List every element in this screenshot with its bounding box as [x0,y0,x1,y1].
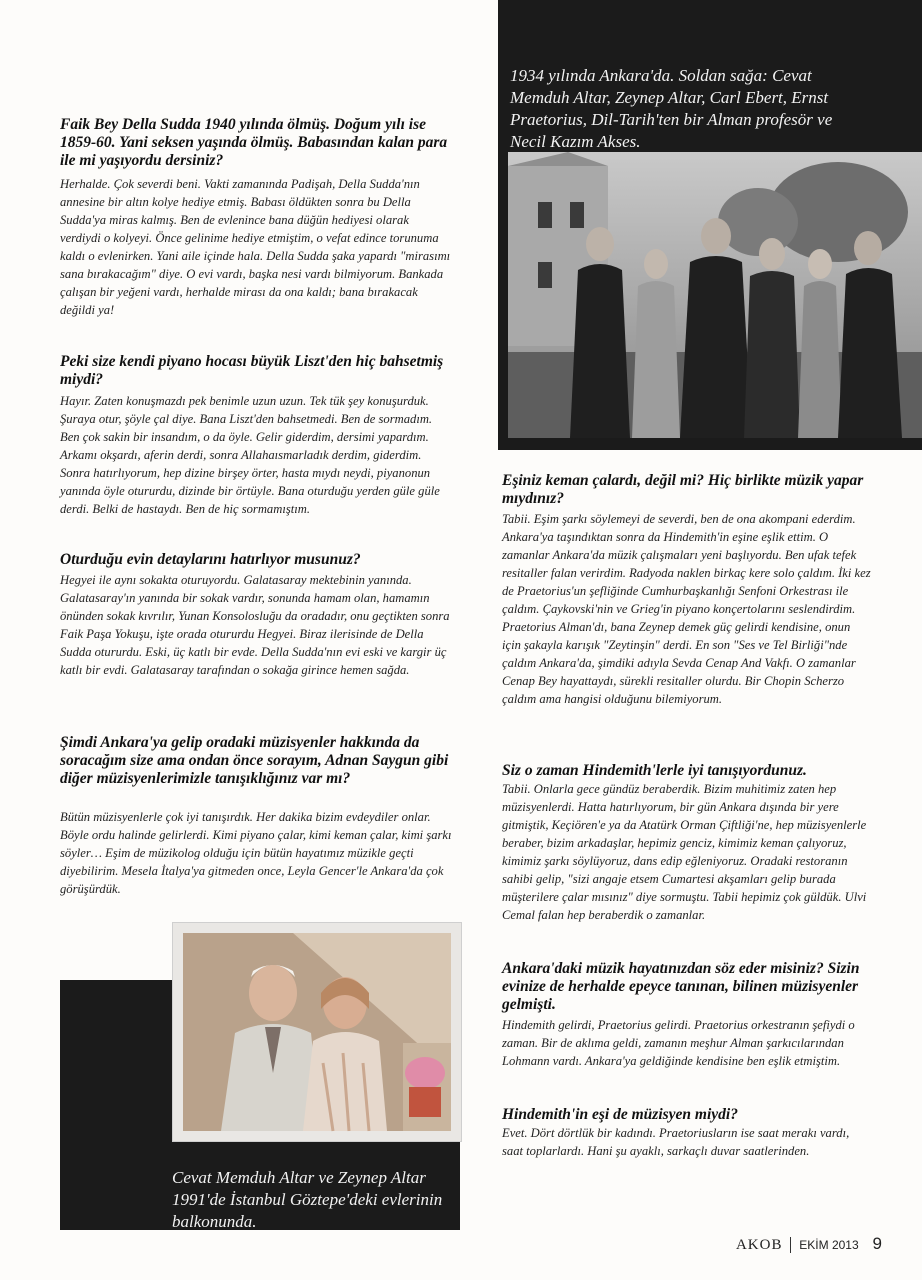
photo-couple-illustration [173,923,461,1141]
question-ankara-music-life: Ankara'daki müzik hayatınızdan söz eder misiniz? Sizin evinize de herhalde epeyce tanınan, bilinen müzisyenler gelmişti. [502,960,860,1013]
answer-hindemith-wife: Evet. Dört dörtlük bir kadındı. Praetoriusların ise saat merakı vardı, saat toplarlardı. Hani şu ayaklı, sarkaçlı duvar saatlerinden. [502,1126,850,1158]
page-footer [736,1234,882,1254]
answer-house-details: Hegyei ile aynı sokakta oturuyordu. Galatasaray mektebinin yanında. Galatasaray'ın yanında bir sokak vardır, sonunda hamam olan, hamamın önünden sokak kıvrılır, Yunan Konsolosluğu da oradadır, onu geçtikten sonra Faik Paşa Yokuşu, işte orada otururdu Hegyei. Biraz ilerisinde de Della Sudda otururdu. Eski, üç katlı bir evde. Della Sudda'nın evi eski ve kargir üç katlı bir evdi. Galatasaray tarafından o sokağa girince hemen sağda. [60,573,450,677]
bottom-photo-caption: Cevat Memduh Altar ve Zeynep Altar 1991'de İstanbul Göztepe'deki evlerinin balkonunda. [172,1168,443,1231]
question-hindemith: Siz o zaman Hindemith'lerle iyi tanışıyordunuz. [502,762,807,779]
answer-hindemith: Tabii. Onlarla gece gündüz beraberdik. Bizim muhitimiz zaten hep müzisyenlerdi. Hatta hatırlıyorum, bir gün Ankara dışında bir yere gitmiştik, Keçiören'e ya da Atatürk Orman Çiftliği'ne, hep müzisyenlerle beraber, bizim arkadaşlar, hepimiz genciz, kimimiz keman çalıyoruz, kimimiz şarkı söylüyoruz, dans edip eğleniyoruz. Oradaki restoranın sahibi gelip, "sizi angaje etsem Cumartesi akşamları gelip burada müşterilere çalar mısınız" diye sormuştu. Tabii hepimiz çok güldük. Ulvi Cemal falan hep beraberdik o zamanlar. [502,782,867,922]
answer-violin: Tabii. Eşim şarkı söylemeyi de severdi, ben de ona akompani ederdim. Ankara'ya taşındıktan sonra da Hindemith'in eşine eşlik ettim. O zamanlar Ankara'da müzik çalışmaları yeni başlıyordu. Ben ufak tefek resitaller falan verirdim. Radyoda naklen birkaç kere solo çaldım. İki kez de Praetorius'un şefliğinde Cumhurbaşkanlığı Senfoni Orkestrası ile çaldım. Çaykovski'nin ve Grieg'in piyano konçertolarını seslendirdim. Praetorius Alman'dı, bana Zeynep demek güç gelirdi kendisine, onun için şakayla karışık "Zeytinşin" derdi. En son "Ses ve Tel Birliği"nde çaldım Ankara'da, şimdiki adıyla Sevda Cenap And Vakfı. O zamanlar Cenap Bey hayattaydı, sürekli resitaller olurdu. Bir Chopin Scherzo çaldım ama hangisi olduğunu bilemiyorum. [502,512,871,706]
footer-divider [790,1237,791,1253]
question-violin: Eşiniz keman çalardı, değil mi? Hiç birlikte müzik yapar mıydınız? [502,472,864,507]
issue-date: EKİM 2013 [799,1238,859,1252]
top-photo-caption: 1934 yılında Ankara'da. Soldan sağa: Cevat Memduh Altar, Zeynep Altar, Carl Ebert, Ernst Praetorius, Dil-Tarih'ten bir Alman profesör ve Necil Kazım Akses. [510,66,833,151]
answer-musicians: Bütün müzisyenlerle çok iyi tanışırdık. Her dakika bizim evdeydiler onlar. Böyle ordu halinde gelirlerdi. Kimi piyano çalar, kimi keman çalar, kimi şarkı söyler… Eşim de müzikolog olduğu için bütün hayatımız müzikle geçti diyebilirim. Mesela İtalya'ya gitmeden once, Leyla Gencer'le Ankara'da çok görüşürdük. [60,810,452,896]
page-number: 9 [872,1234,882,1253]
answer-liszt: Hayır. Zaten konuşmazdı pek benimle uzun uzun. Tek tük şey konuşurduk. Şuraya otur, şöyle çal diye. Bana Liszt'den bahsetmedi. Ben de sormadım. Ben çok sakin bir insandım, o da öyle. Gelir giderdim, dersimi yapardım. Arkamı okşardı, aferin derdi, sonra Allahaısmarladık derdim, giderdim. Sonra hatırlıyorum, hep dizine birşey örter, hasta mıydı neydi, piyanonun yanında öyle otururdu, dizinde bir örtüyle. Bana oturduğu yerden güle güle derdi. Belki de hastaydı. Ben de hiç sormamıştım. [60,394,440,516]
question-liszt: Peki size kendi piyano hocası büyük Liszt'den hiç bahsetmiş miydi? [60,353,444,388]
question-house-details: Oturduğu evin detaylarını hatırlıyor musunuz? [60,551,361,568]
answer-della-sudda-death: Herhalde. Çok severdi beni. Vakti zamanında Padişah, Della Sudda'nın annesine bir altın kolye hediye etmiş. Babası öldükten sonra bu Della Sudda'ya miras kalmış. Ben de evlenince bana düğün hediyesi olarak verdiydi o kolyeyi. Önce gelinime hediye etmiştim, o vefat edince torunuma kaldı o evlenirken. Yani aile içinde hala. Della Sudda şaka yapardı "mirasımı sana bırakacağım" diye. O evi vardı, başka nesi vardı bilmiyorum. Bankada çalışan bir yeğeni vardı, herhalde mirası da ona kaldı; bana bırakacak değildi ya! [60,177,451,317]
answer-ankara-music-life: Hindemith gelirdi, Praetorius gelirdi. Praetorius orkestranın şefiydi o zaman. Bir de aklıma geldi, zamanın meşhur Alman şarkıcılarından Lohmann vardı. Ankara'ya geldiğinde kendisine ben eşlik etmiştim. [502,1018,855,1068]
altar-couple-1991-photo [172,922,462,1142]
ankara-1934-group-photo [508,152,922,438]
question-della-sudda-death: Faik Bey Della Sudda 1940 yılında ölmüş. Doğum yılı ise 1859-60. Yani seksen yaşında ölmüş. Babasından kalan para ile mi yaşıyordu dersiniz? [60,116,448,169]
photo-group-illustration [508,152,922,438]
magazine-name: AKOB [735,1237,783,1253]
question-hindemith-wife: Hindemith'in eşi de müzisyen miydi? [502,1106,738,1123]
question-musicians: Şimdi Ankara'ya gelip oradaki müzisyenler hakkında da soracağım size ama ondan önce sorayım, Adnan Saygun gibi diğer müzisyenlerimizle tanışıklığınız var mı? [60,734,449,787]
